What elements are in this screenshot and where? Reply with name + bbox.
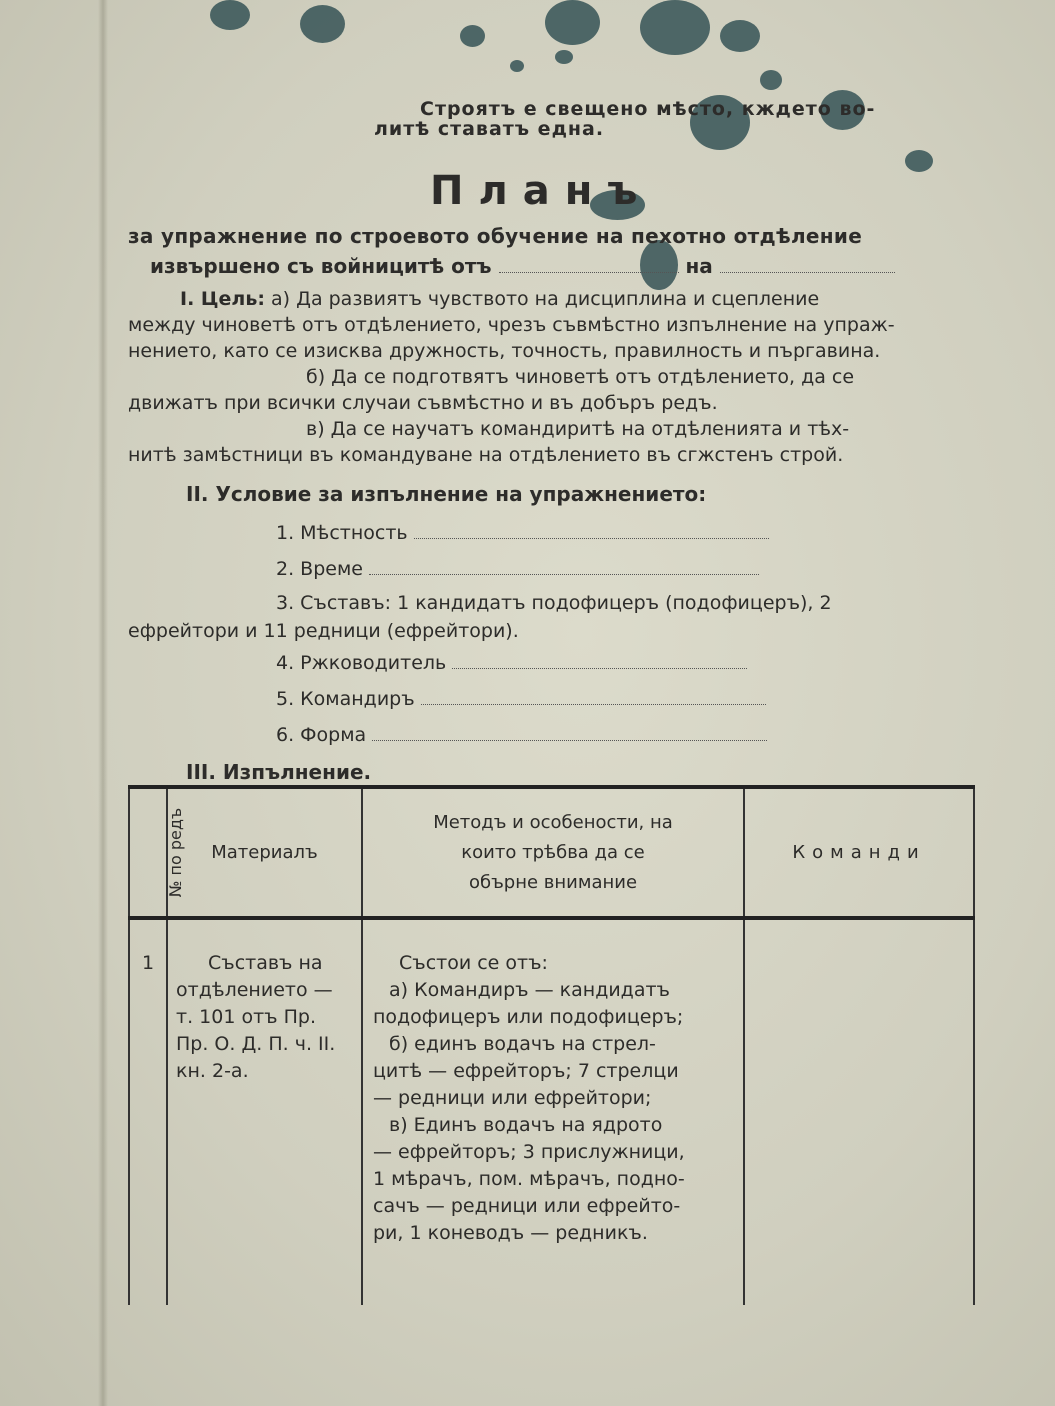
- row-material: Съставъ на отдѣлението — т. 101 отъ Пр. Пр. О. Д. П. ч. II. кн. 2-а.: [167, 918, 362, 1305]
- page-fold: [98, 0, 108, 1406]
- section1-a-line-1: а) Да развиятъ чувството на дисциплина и сцепление: [271, 288, 820, 310]
- row-method: Състои се отъ: а) Командиръ — кандидатъ подофицеръ или подофицеръ; б) единъ водачъ на стрел- цитѣ — ефрейторъ; 7 стрелци — редници или ефрейтори; в) Единъ водачъ на ядрото — ефрейторъ; 3 прислужници, 1 мѣрачъ, пом. мѣрачъ, подно- сачъ — редници или ефрейто- ри, 1 коневодъ — редникъ.: [362, 918, 744, 1305]
- condition-commander: [276, 688, 766, 710]
- header-method: Методъ и особености, на които трѣбва да се обърне внимание: [362, 787, 744, 918]
- execution-table: [128, 785, 975, 1305]
- header-material: Материалъ: [167, 787, 362, 918]
- header-commands: Команди: [744, 787, 974, 918]
- condition-time-label: 2. Време: [276, 558, 363, 580]
- section1-c-line-2: нитѣ замѣстници въ командуване на отдѣлението въ сгжстенъ строй.: [128, 444, 844, 466]
- motto-line-1: Строятъ е свещено мѣсто, кждето во-: [420, 98, 876, 120]
- time-blank-line: [369, 573, 759, 575]
- section3-label: III. Изпълнение.: [186, 760, 372, 784]
- subtitle-line-2a: извършено съ войницитѣ отъ: [150, 254, 492, 278]
- section1-label: I. Цель:: [180, 288, 265, 310]
- motto-line-2: литѣ ставатъ една.: [374, 118, 605, 140]
- section1-b-line-1: б) Да се подготвятъ чиноветѣ отъ отдѣлението, да се: [306, 366, 855, 388]
- condition-locality: [276, 522, 769, 544]
- condition-leader: [276, 652, 747, 674]
- subtitle-line-2b: на: [685, 254, 713, 278]
- condition-locality-label: 1. Мѣстность: [276, 522, 408, 544]
- uniform-blank-line: [372, 739, 767, 741]
- document-title: Планъ: [430, 168, 653, 214]
- section1-first-line: [180, 288, 819, 310]
- condition-composition-line-2: ефрейтори и 11 редници (ефрейтори).: [128, 620, 519, 642]
- row-commands: [744, 918, 974, 1305]
- condition-uniform: [276, 724, 767, 746]
- leader-blank-line: [452, 667, 747, 669]
- condition-leader-label: 4. Ржководитель: [276, 652, 447, 674]
- condition-commander-label: 5. Командиръ: [276, 688, 415, 710]
- condition-time: [276, 558, 759, 580]
- table-header-row: [129, 787, 974, 918]
- unit-blank-line: [499, 271, 679, 273]
- section1-b-line-2: движатъ при всички случаи съвмѣстно и въ добъръ редъ.: [128, 392, 718, 414]
- date-blank-line: [720, 271, 895, 273]
- row-number: 1: [129, 918, 167, 1305]
- condition-uniform-label: 6. Форма: [276, 724, 367, 746]
- section1-a-line-2: между чиноветѣ отъ отдѣлението, чрезъ съвмѣстно изпълнение на упраж-: [128, 314, 895, 336]
- commander-blank-line: [421, 703, 766, 705]
- section1-a-line-3: нението, като се изисква дружность, точность, правилность и пъргавина.: [128, 340, 881, 362]
- locality-blank-line: [414, 537, 769, 539]
- table-row: [129, 918, 974, 1305]
- section1-c-line-1: в) Да се научатъ командиритѣ на отдѣленията и тѣх-: [306, 418, 850, 440]
- subtitle-line-2: [150, 254, 895, 278]
- subtitle-line-1: за упражнение по строевото обучение на пехотно отдѣление: [128, 224, 863, 248]
- header-number: № по редъ: [129, 787, 167, 918]
- condition-composition-line-1: 3. Съставъ: 1 кандидатъ подофицеръ (подофицеръ), 2: [276, 592, 832, 614]
- section2-label: II. Условие за изпълнение на упражнението:: [186, 482, 707, 506]
